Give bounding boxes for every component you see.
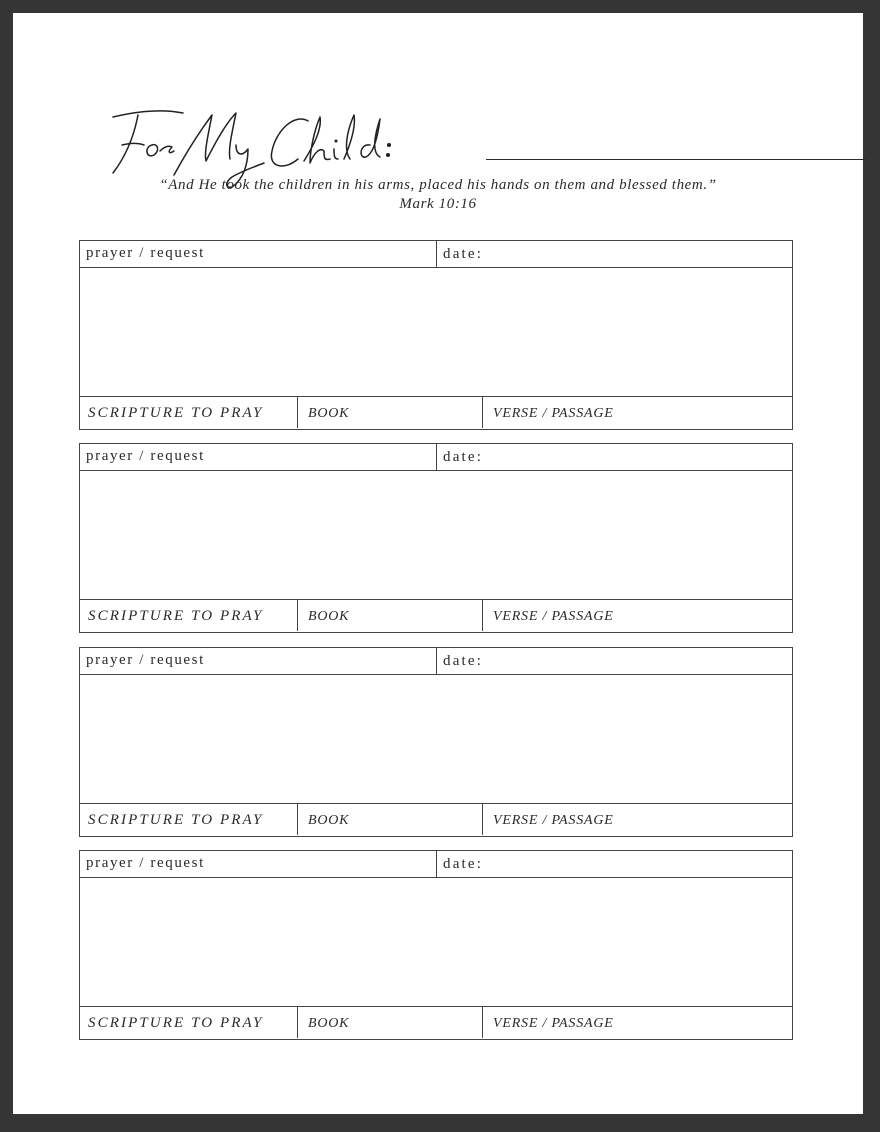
verse-passage-field[interactable]: VERSE / PASSAGE xyxy=(493,609,614,624)
book-field[interactable]: BOOK xyxy=(298,1007,483,1038)
prayer-header-row xyxy=(80,851,792,878)
book-field[interactable]: BOOK xyxy=(298,600,483,631)
verse-passage-field[interactable]: VERSE / PASSAGE xyxy=(493,406,614,421)
bible-quote: “And He took the children in his arms, placed his hands on them and blessed them.” xyxy=(159,177,717,193)
prayer-header-row xyxy=(80,648,792,675)
date-field[interactable]: date: xyxy=(443,856,484,872)
book-field[interactable]: BOOK xyxy=(298,804,483,835)
date-field[interactable]: date: xyxy=(443,653,484,669)
date-field[interactable]: date: xyxy=(443,246,484,262)
scripture-row xyxy=(80,396,792,429)
prayer-notes-area[interactable] xyxy=(80,878,792,1008)
prayer-header-row xyxy=(80,444,792,471)
scripture-label: SCRIPTURE TO PRAY xyxy=(80,804,298,835)
child-name-line[interactable] xyxy=(486,159,866,160)
verse-passage-field[interactable]: VERSE / PASSAGE xyxy=(493,813,614,828)
prayer-block xyxy=(79,443,793,633)
scripture-row xyxy=(80,803,792,836)
prayer-block xyxy=(79,850,793,1040)
book-field[interactable]: BOOK xyxy=(298,397,483,428)
printable-page xyxy=(13,13,863,1114)
prayer-block xyxy=(79,647,793,837)
prayer-request-field[interactable]: prayer / request xyxy=(80,851,437,877)
scripture-label: SCRIPTURE TO PRAY xyxy=(80,397,298,428)
scripture-label: SCRIPTURE TO PRAY xyxy=(80,600,298,631)
verse-passage-field[interactable]: VERSE / PASSAGE xyxy=(493,1016,614,1031)
prayer-notes-area[interactable] xyxy=(80,471,792,601)
date-field[interactable]: date: xyxy=(443,449,484,465)
prayer-request-field[interactable]: prayer / request xyxy=(80,444,437,470)
prayer-header-row xyxy=(80,241,792,268)
prayer-request-field[interactable]: prayer / request xyxy=(80,241,437,267)
scripture-label: SCRIPTURE TO PRAY xyxy=(80,1007,298,1038)
scripture-row xyxy=(80,1006,792,1039)
prayer-notes-area[interactable] xyxy=(80,675,792,805)
scripture-row xyxy=(80,599,792,632)
prayer-request-field[interactable]: prayer / request xyxy=(80,648,437,674)
prayer-notes-area[interactable] xyxy=(80,268,792,398)
prayer-block xyxy=(79,240,793,430)
bible-reference: Mark 10:16 xyxy=(399,196,477,212)
